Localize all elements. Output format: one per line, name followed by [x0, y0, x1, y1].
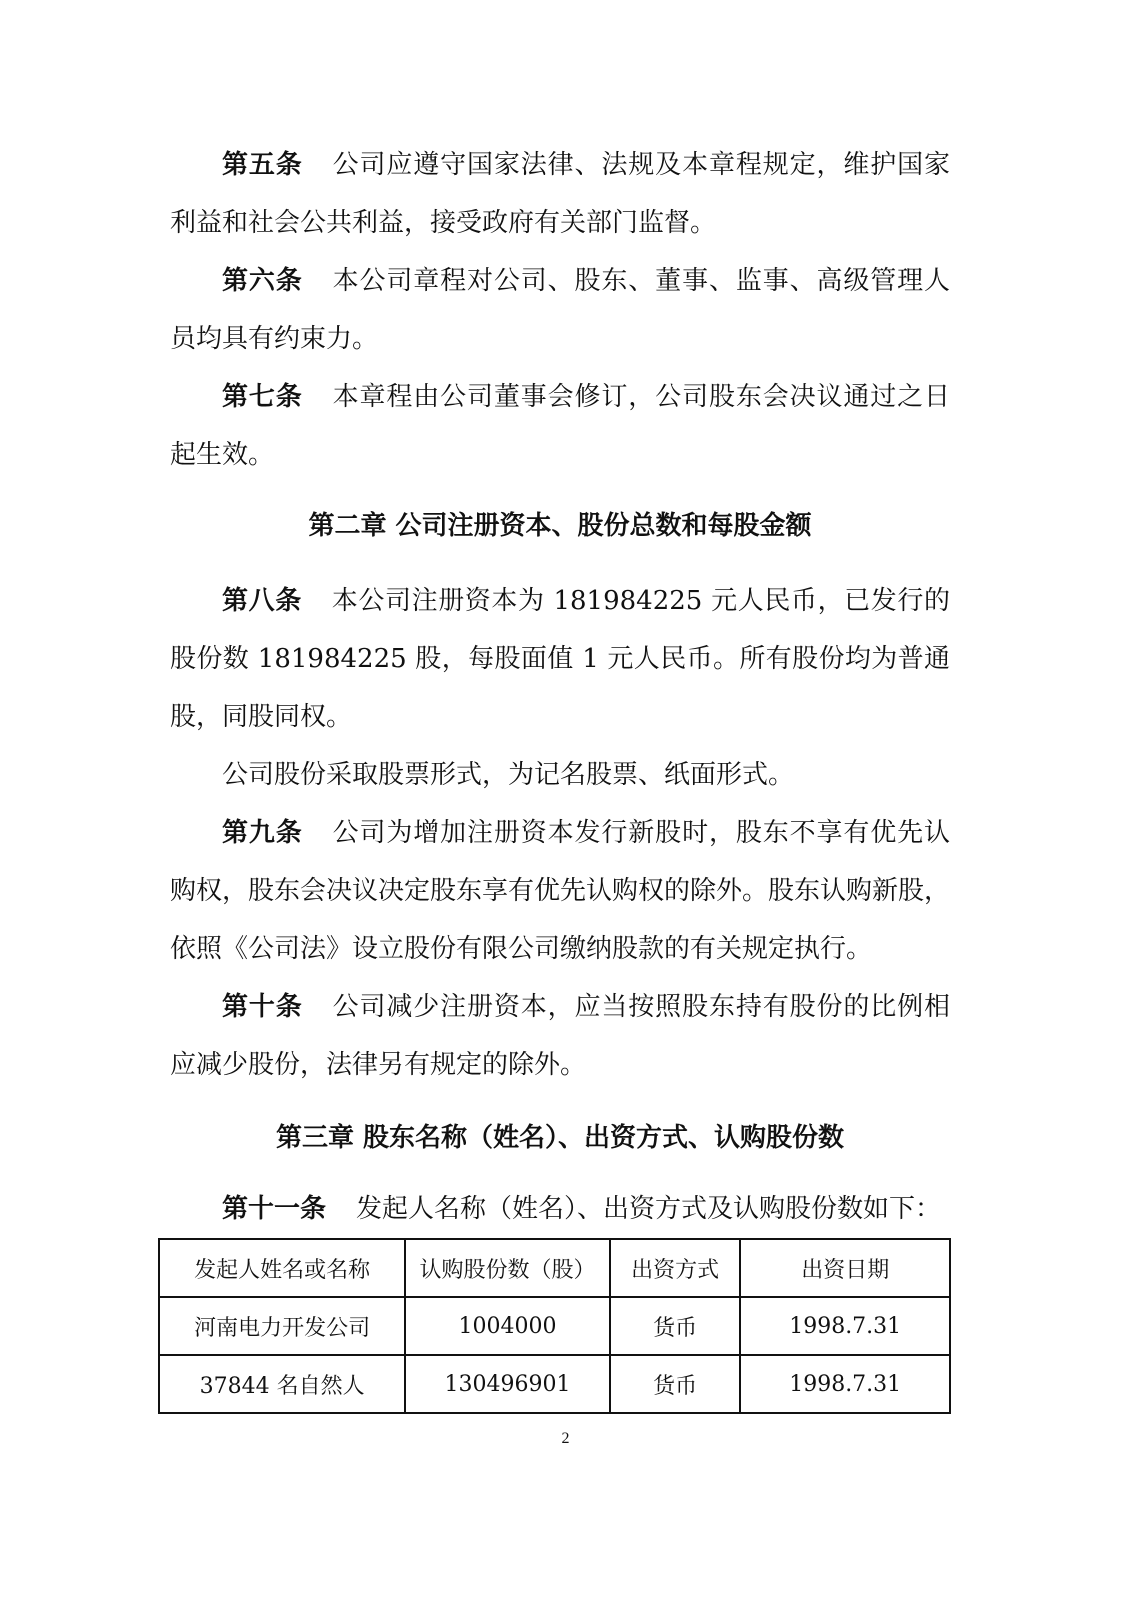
article-11 — [170, 1180, 950, 1238]
table-cell: 货币 — [610, 1355, 741, 1413]
article-9 — [170, 804, 950, 978]
article-label: 第五条 — [222, 150, 303, 180]
table-cell: 1998.7.31 — [740, 1355, 950, 1413]
article-text: 本公司注册资本为 181984225 元人民币，已发行的股份数 181984225 股，每股面值 1 元人民币。所有股份均为普通股，同股同权。 — [170, 586, 950, 732]
paragraph-text: 公司股份采取股票形式，为记名股票、纸面形式。 — [222, 760, 795, 790]
table-cell: 货币 — [610, 1297, 741, 1355]
table-header-cell: 出资方式 — [610, 1239, 741, 1297]
table-header-cell: 出资日期 — [740, 1239, 950, 1297]
table-header-cell: 发起人姓名或名称 — [159, 1239, 405, 1297]
table-cell: 河南电力开发公司 — [159, 1297, 405, 1355]
promoters-table — [158, 1238, 951, 1414]
article-label: 第七条 — [222, 382, 303, 412]
article-5 — [170, 136, 950, 252]
article-label: 第十条 — [222, 992, 303, 1022]
article-8 — [170, 572, 950, 746]
chapter-2-heading: 第二章 公司注册资本、股份总数和每股金额 — [308, 511, 812, 541]
article-8-paragraph-2 — [170, 746, 950, 804]
table-row — [159, 1355, 950, 1413]
article-10 — [170, 978, 950, 1094]
article-6 — [170, 252, 950, 368]
article-7 — [170, 368, 950, 484]
article-text: 本公司章程对公司、股东、董事、监事、高级管理人员均具有约束力。 — [170, 266, 950, 354]
article-label: 第十一条 — [222, 1194, 327, 1224]
article-label: 第九条 — [222, 818, 303, 848]
table-cell: 1998.7.31 — [740, 1297, 950, 1355]
page-number: 2 — [561, 1430, 570, 1447]
article-label: 第六条 — [222, 266, 303, 296]
chapter-3-heading: 第三章 股东名称（姓名）、出资方式、认购股份数 — [275, 1123, 845, 1153]
table-cell: 130496901 — [405, 1355, 610, 1413]
article-text: 公司应遵守国家法律、法规及本章程规定，维护国家利益和社会公共利益，接受政府有关部门监督。 — [170, 150, 950, 238]
article-text: 本章程由公司董事会修订，公司股东会决议通过之日起生效。 — [170, 382, 950, 470]
article-text: 公司减少注册资本，应当按照股东持有股份的比例相应减少股份，法律另有规定的除外。 — [170, 992, 950, 1080]
table-cell: 1004000 — [405, 1297, 610, 1355]
table-cell: 37844 名自然人 — [159, 1355, 405, 1413]
table-header-cell: 认购股份数（股） — [405, 1239, 610, 1297]
article-text: 发起人名称（姓名）、出资方式及认购股份数如下： — [356, 1194, 942, 1224]
article-text: 公司为增加注册资本发行新股时，股东不享有优先认购权，股东会决议决定股东享有优先认购权的除外。股东认购新股，依照《公司法》设立股份有限公司缴纳股款的有关规定执行。 — [170, 818, 951, 964]
table-row — [159, 1297, 950, 1355]
table-header-row — [159, 1239, 950, 1297]
article-label: 第八条 — [222, 586, 302, 616]
